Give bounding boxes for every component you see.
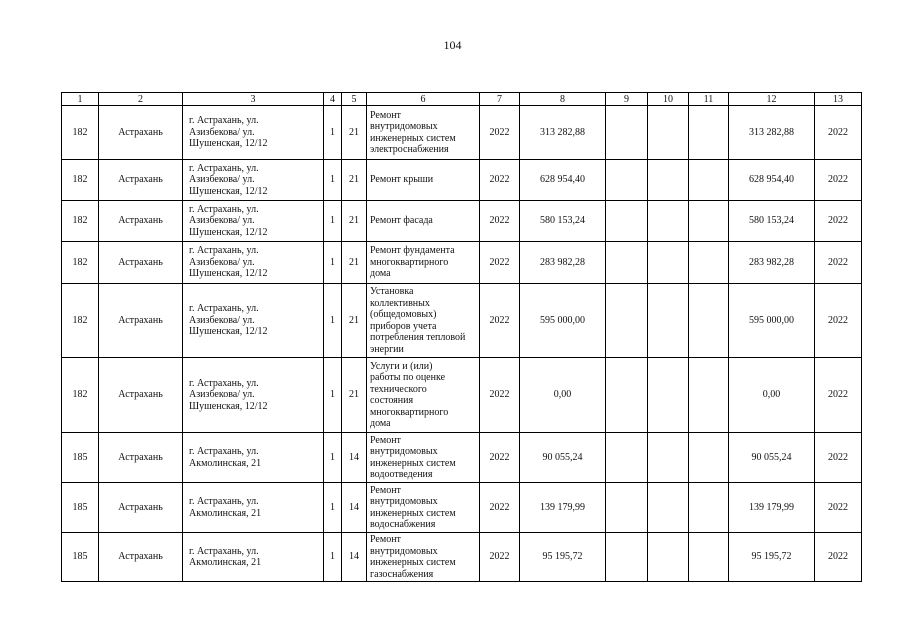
col-header: 11 (689, 93, 729, 106)
cell-c2: Астрахань (99, 201, 183, 242)
work-type-cell (367, 284, 480, 358)
address-line: Шушенская, 12/12 (189, 185, 268, 197)
work-type-line: инженерных систем (370, 557, 456, 568)
cell-c4: 1 (324, 433, 342, 483)
work-type-line: внутридомовых (370, 496, 438, 507)
work-type-line: Услуги и (или) (370, 360, 433, 372)
work-type-line: водоотведения (370, 469, 433, 480)
address-line: Азизбекова/ ул. (189, 256, 255, 268)
cell-c11 (689, 160, 729, 201)
cell-c10 (648, 284, 689, 358)
cell-c12: 313 282,88 (729, 106, 815, 160)
work-type-line: Ремонт (370, 484, 401, 496)
col-header: 1 (62, 93, 99, 106)
work-type-line: дома (370, 418, 391, 429)
col-header: 8 (520, 93, 606, 106)
address-line: г. Астрахань, ул. (189, 245, 259, 257)
table-row (62, 242, 862, 284)
work-type-cell (367, 533, 480, 582)
cell-c4: 1 (324, 483, 342, 533)
work-type-line: Ремонт фундамента (370, 245, 455, 257)
cell-c10 (648, 242, 689, 284)
cell-c9 (606, 201, 648, 242)
cell-c9 (606, 242, 648, 284)
work-type-line: инженерных систем (370, 507, 456, 519)
cell-c12: 595 000,00 (729, 284, 815, 358)
cell-c9 (606, 106, 648, 160)
cell-c4: 1 (324, 201, 342, 242)
cell-c10 (648, 483, 689, 533)
cell-c8: 283 982,28 (520, 242, 606, 284)
cell-c10 (648, 533, 689, 582)
cell-c4: 1 (324, 284, 342, 358)
cell-c13: 2022 (815, 284, 862, 358)
cell-c7: 2022 (480, 106, 520, 160)
address-line: Акмолинская, 21 (189, 557, 262, 568)
cell-c8: 628 954,40 (520, 160, 606, 201)
cell-c2: Астрахань (99, 106, 183, 160)
work-type-line: работы по оценке (370, 372, 446, 383)
cell-c9 (606, 483, 648, 533)
address-line: г. Астрахань, ул. (189, 446, 259, 457)
cell-c1: 182 (62, 160, 99, 201)
cell-c8: 313 282,88 (520, 106, 606, 160)
cell-c10 (648, 160, 689, 201)
cell-c11 (689, 242, 729, 284)
table-row (62, 483, 862, 533)
col-header: 3 (183, 93, 324, 106)
cell-c13: 2022 (815, 483, 862, 533)
address-cell (183, 242, 324, 284)
cell-c12: 628 954,40 (729, 160, 815, 201)
address-cell (183, 160, 324, 201)
address-cell (183, 201, 324, 242)
cell-c7: 2022 (480, 284, 520, 358)
cell-c13: 2022 (815, 242, 862, 284)
cell-c7: 2022 (480, 242, 520, 284)
cell-c2: Астрахань (99, 284, 183, 358)
address-line: г. Астрахань, ул. (189, 377, 259, 389)
work-type-line: инженерных систем (370, 132, 456, 144)
work-type-line: (общедомовых) (370, 309, 437, 320)
cell-c4: 1 (324, 533, 342, 582)
col-header: 10 (648, 93, 689, 106)
cell-c4: 1 (324, 106, 342, 160)
col-header: 9 (606, 93, 648, 106)
cell-c5: 21 (342, 284, 367, 358)
cell-c12: 283 982,28 (729, 242, 815, 284)
address-line: Азизбекова/ ул. (189, 389, 255, 401)
page-number: 104 (443, 38, 462, 52)
address-line: Шушенская, 12/12 (189, 268, 268, 280)
work-type-line: внутридомовых (370, 545, 438, 557)
work-type-cell (367, 433, 480, 483)
col-header: 6 (367, 93, 480, 106)
col-header: 5 (342, 93, 367, 106)
cell-c13: 2022 (815, 106, 862, 160)
work-type-line: потребления тепловой (370, 332, 466, 343)
cell-c2: Астрахань (99, 433, 183, 483)
repair-schedule-table (61, 92, 862, 582)
address-cell (183, 358, 324, 433)
cell-c1: 185 (62, 483, 99, 533)
col-header: 13 (815, 93, 862, 106)
cell-c1: 182 (62, 284, 99, 358)
work-type-line: Ремонт (370, 434, 401, 446)
address-line: г. Астрахань, ул. (189, 162, 259, 174)
cell-c13: 2022 (815, 201, 862, 242)
cell-c8: 90 055,24 (520, 433, 606, 483)
cell-c9 (606, 160, 648, 201)
address-line: Азизбекова/ ул. (189, 215, 255, 227)
address-cell (183, 106, 324, 160)
cell-c11 (689, 201, 729, 242)
cell-c2: Астрахань (99, 242, 183, 284)
cell-c8: 139 179,99 (520, 483, 606, 533)
cell-c11 (689, 433, 729, 483)
address-cell (183, 533, 324, 582)
cell-c9 (606, 284, 648, 358)
cell-c8: 595 000,00 (520, 284, 606, 358)
cell-c2: Астрахань (99, 358, 183, 433)
work-type-cell (367, 483, 480, 533)
work-type-line: электроснабжения (370, 144, 449, 155)
cell-c1: 182 (62, 106, 99, 160)
cell-c2: Астрахань (99, 533, 183, 582)
cell-c1: 182 (62, 242, 99, 284)
address-line: г. Астрахань, ул. (189, 496, 259, 507)
cell-c13: 2022 (815, 358, 862, 433)
cell-c11 (689, 533, 729, 582)
cell-c10 (648, 201, 689, 242)
address-line: Азизбекова/ ул. (189, 174, 255, 186)
cell-c4: 1 (324, 160, 342, 201)
work-type-line: внутридомовых (370, 121, 438, 132)
cell-c13: 2022 (815, 433, 862, 483)
cell-c5: 14 (342, 533, 367, 582)
address-line: Шушенская, 12/12 (189, 138, 268, 150)
address-cell (183, 483, 324, 533)
cell-c5: 21 (342, 160, 367, 201)
cell-c1: 185 (62, 433, 99, 483)
table-row (62, 533, 862, 582)
cell-c12: 580 153,24 (729, 201, 815, 242)
work-type-line: приборов учета (370, 320, 437, 332)
column-number-row (62, 93, 862, 106)
address-line: г. Астрахань, ул. (189, 115, 259, 127)
cell-c9 (606, 433, 648, 483)
work-type-cell (367, 106, 480, 160)
cell-c10 (648, 106, 689, 160)
cell-c11 (689, 358, 729, 433)
address-line: Шушенская, 12/12 (189, 226, 268, 238)
cell-c7: 2022 (480, 433, 520, 483)
cell-c12: 0,00 (729, 358, 815, 433)
cell-c12: 139 179,99 (729, 483, 815, 533)
work-type-line: технического (370, 383, 427, 395)
cell-c11 (689, 284, 729, 358)
work-type-cell (367, 358, 480, 433)
address-line: Акмолинская, 21 (189, 507, 262, 519)
cell-c11 (689, 106, 729, 160)
cell-c7: 2022 (480, 358, 520, 433)
cell-c5: 21 (342, 242, 367, 284)
cell-c7: 2022 (480, 201, 520, 242)
cell-c5: 21 (342, 201, 367, 242)
work-type-line: водоснабжения (370, 519, 436, 530)
cell-c8: 580 153,24 (520, 201, 606, 242)
col-header: 7 (480, 93, 520, 106)
cell-c11 (689, 483, 729, 533)
cell-c1: 182 (62, 201, 99, 242)
cell-c5: 14 (342, 433, 367, 483)
address-line: г. Астрахань, ул. (189, 545, 259, 557)
table-row (62, 433, 862, 483)
cell-c7: 2022 (480, 483, 520, 533)
col-header: 4 (324, 93, 342, 106)
work-type-cell (367, 242, 480, 284)
table-row (62, 358, 862, 433)
address-cell (183, 284, 324, 358)
cell-c2: Астрахань (99, 160, 183, 201)
work-type-line: Ремонт (370, 109, 401, 121)
cell-c10 (648, 358, 689, 433)
work-type-line: состояния (370, 395, 414, 406)
cell-c1: 182 (62, 358, 99, 433)
address-line: г. Астрахань, ул. (189, 303, 259, 315)
address-line: Акмолинская, 21 (189, 457, 262, 469)
cell-c12: 90 055,24 (729, 433, 815, 483)
cell-c4: 1 (324, 358, 342, 433)
col-header: 2 (99, 93, 183, 106)
cell-c8: 95 195,72 (520, 533, 606, 582)
work-type-line: Установка (370, 286, 414, 297)
cell-c8: 0,00 (520, 358, 606, 433)
cell-c4: 1 (324, 242, 342, 284)
work-type-cell (367, 160, 480, 201)
table-row (62, 160, 862, 201)
work-type-line: газоснабжения (370, 568, 434, 580)
address-line: Азизбекова/ ул. (189, 126, 255, 138)
address-line: г. Астрахань, ул. (189, 203, 259, 215)
cell-c7: 2022 (480, 160, 520, 201)
cell-c5: 21 (342, 106, 367, 160)
work-type-line: Ремонт фасада (370, 215, 433, 227)
work-type-line: коллективных (370, 297, 430, 309)
work-type-cell (367, 201, 480, 242)
cell-c7: 2022 (480, 533, 520, 582)
address-line: Шушенская, 12/12 (189, 400, 268, 412)
work-type-line: многоквартирного (370, 256, 449, 268)
work-type-line: инженерных систем (370, 457, 456, 469)
table-row (62, 106, 862, 160)
cell-c13: 2022 (815, 533, 862, 582)
col-header: 12 (729, 93, 815, 106)
cell-c9 (606, 533, 648, 582)
table-row (62, 284, 862, 358)
cell-c2: Астрахань (99, 483, 183, 533)
address-line: Азизбекова/ ул. (189, 314, 255, 326)
cell-c5: 21 (342, 358, 367, 433)
cell-c1: 185 (62, 533, 99, 582)
address-cell (183, 433, 324, 483)
work-type-line: Ремонт (370, 534, 401, 545)
table-row (62, 201, 862, 242)
cell-c12: 95 195,72 (729, 533, 815, 582)
cell-c10 (648, 433, 689, 483)
work-type-line: дома (370, 268, 391, 280)
cell-c9 (606, 358, 648, 433)
work-type-line: внутридомовых (370, 446, 438, 457)
cell-c13: 2022 (815, 160, 862, 201)
address-line: Шушенская, 12/12 (189, 326, 268, 338)
work-type-line: Ремонт крыши (370, 174, 434, 186)
work-type-line: энергии (370, 343, 404, 355)
work-type-line: многоквартирного (370, 406, 449, 418)
cell-c5: 14 (342, 483, 367, 533)
